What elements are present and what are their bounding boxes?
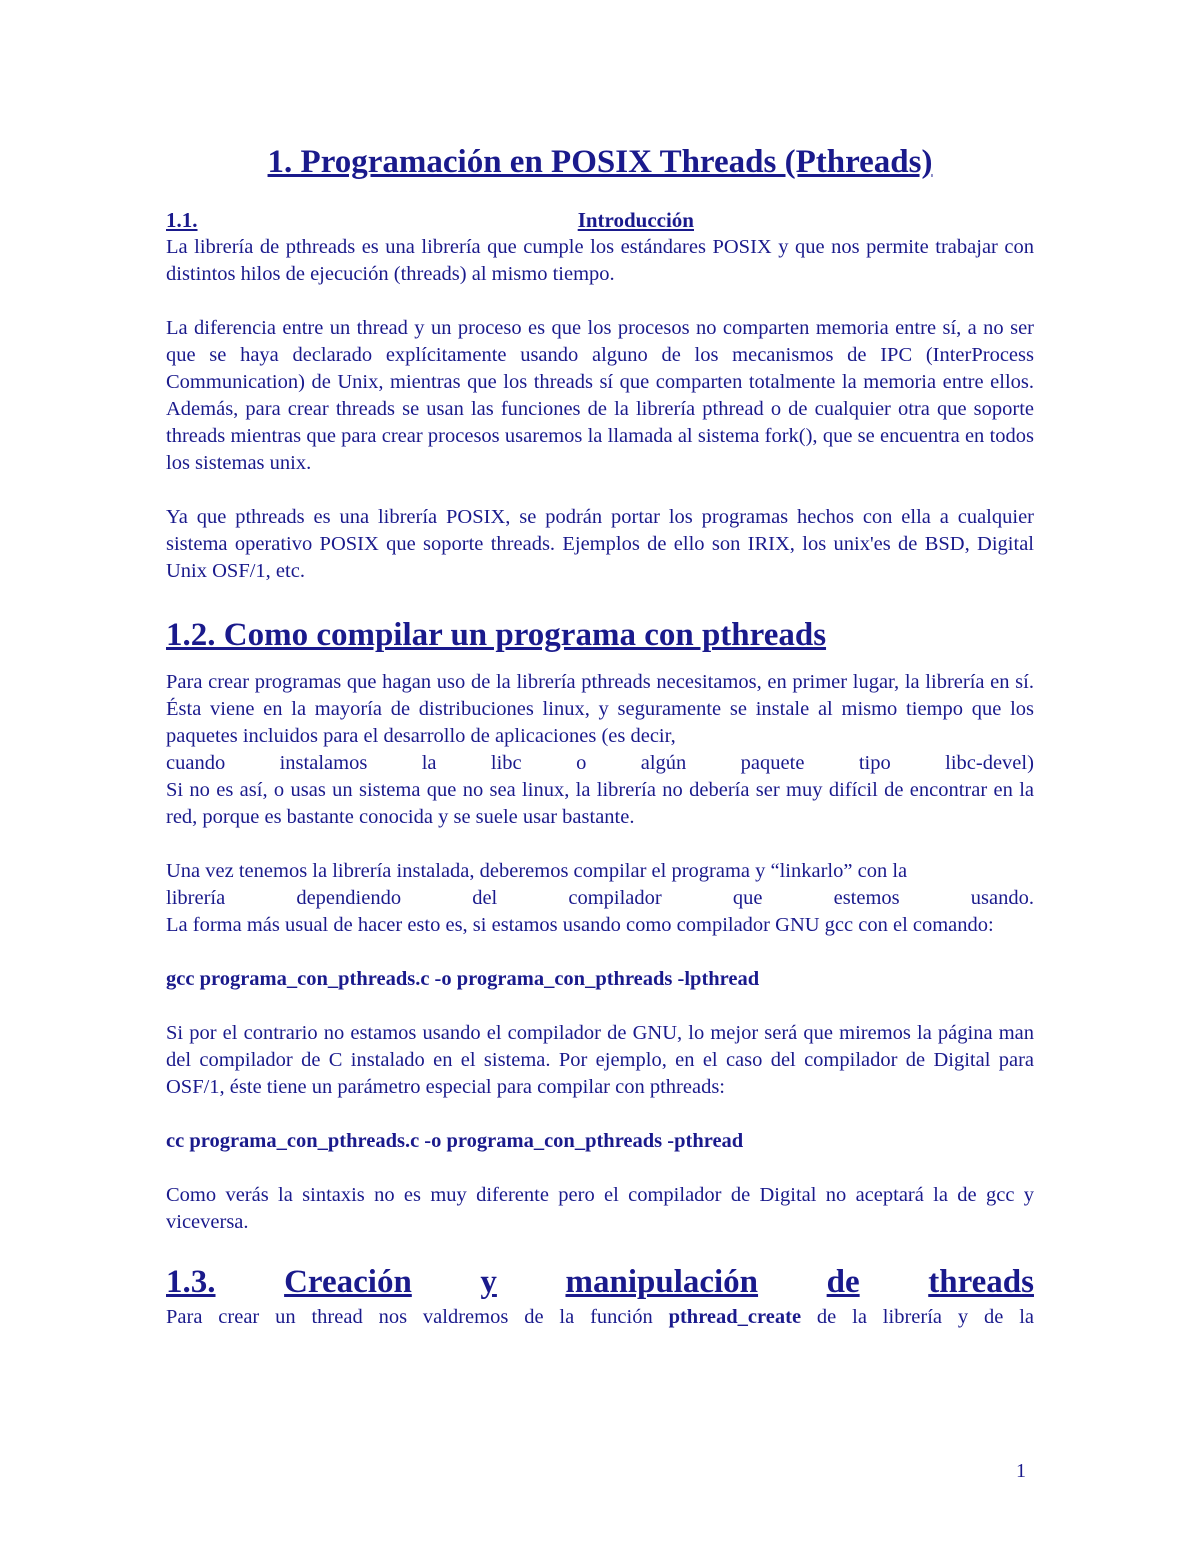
paragraph: Como verás la sintaxis no es muy diferente pero el compilador de Digital no aceptará la de gcc y viceversa. — [166, 1184, 1034, 1233]
paragraph: Ya que pthreads es una librería POSIX, se podrán portar los programas hechos con ella a cualquier sistema operativo POSIX que soporte threads. Ejemplos de ello son IRIX, los unix'es de BSD, Digital Unix OSF/1, etc. — [166, 506, 1034, 582]
section-1-1-number: 1.1. — [166, 208, 198, 232]
paragraph: La diferencia entre un thread y un proceso es que los procesos no comparten memoria entre sí, a no ser que se haya declarado explícitamente usando alguno de los mecanismos de IPC (InterProcess Communication) de Unix, mientras que los threads sí que comparten totalmente la memoria entre ellos. Además, para crear threads se usan las funciones de la librería pthread o de cualquier otra que soporte threads mientras que para crear procesos usaremos la llamada al sistema fork(), que se encuentra en todos los sistemas unix. — [166, 317, 1034, 474]
page-content — [166, 138, 1034, 1331]
paragraph: Si no es así, o usas un sistema que no sea linux, la librería no debería ser muy difícil de encontrar en la red, porque es bastante conocida y se suele usar bastante. — [166, 779, 1034, 828]
paragraph: Si por el contrario no estamos usando el compilador de GNU, lo mejor será que miremos la página man del compilador de C instalado en el sistema. Por ejemplo, en el caso del compilador de Digital para OSF/1, éste tiene un parámetro especial para compilar con pthreads: — [166, 1022, 1034, 1098]
section-1-1-title: Introducción — [577, 208, 694, 232]
paragraph: Para crear un thread nos valdremos de la función pthread_create de la librería y de la — [166, 1306, 1034, 1328]
justified-line: librería dependiendo del compilador que estemos usando. — [166, 887, 1034, 909]
section-1-2-heading: 1.2. Como compilar un programa con pthreads — [166, 617, 827, 653]
paragraph: Para crear programas que hagan uso de la librería pthreads necesitamos, en primer lugar, la librería en sí. Ésta viene en la mayoría de distribuciones linux, y seguramente se instale al mismo tiempo que los paquetes incluidos para el desarrollo de aplicaciones (es decir, — [166, 671, 1034, 747]
paragraph: La forma más usual de hacer esto es, si estamos usando como compilador GNU gcc con el comando: — [166, 914, 994, 936]
page-title: 1. Programación en POSIX Threads (Pthreads) — [267, 144, 933, 180]
page-number: 1 — [1016, 1460, 1026, 1482]
paragraph: Una vez tenemos la librería instalada, deberemos compilar el programa y “linkarlo” con la — [166, 860, 908, 882]
paragraph: La librería de pthreads es una librería que cumple los estándares POSIX y que nos permite trabajar con distintos hilos de ejecución (threads) al mismo tiempo. — [166, 236, 1034, 285]
section-1-3-heading: 1.3. Creación y manipulación de threads — [166, 1264, 1034, 1300]
function-name: pthread_create — [668, 1306, 802, 1328]
command-gcc: gcc programa_con_pthreads.c -o programa_con_pthreads -lpthread — [166, 968, 760, 990]
command-cc: cc programa_con_pthreads.c -o programa_con_pthreads -pthread — [166, 1130, 744, 1152]
section-1-1-heading — [166, 206, 1034, 234]
justified-line: cuando instalamos la libc o algún paquete tipo libc-devel) — [166, 752, 1034, 774]
